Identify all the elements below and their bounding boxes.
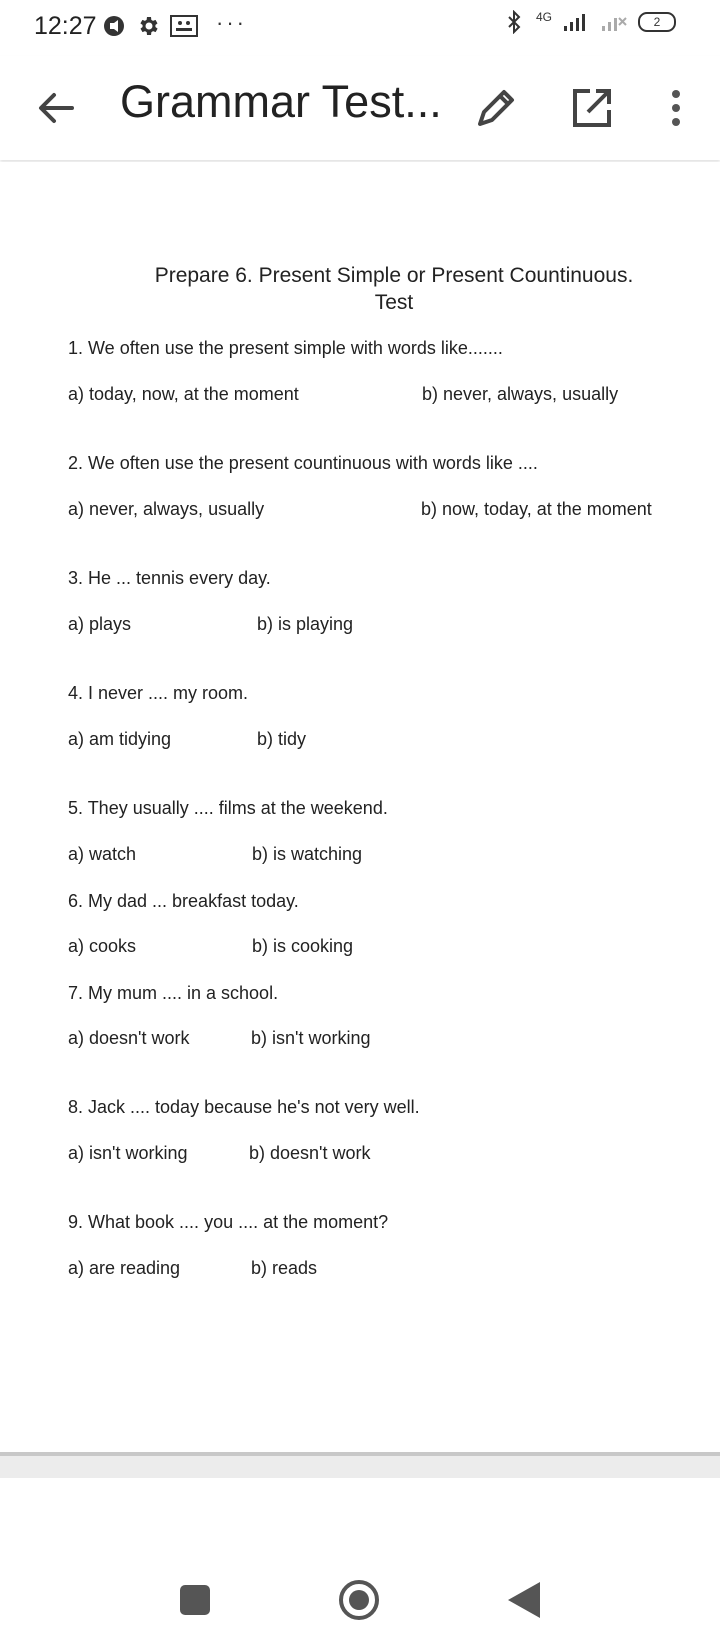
network-type: 4G (535, 10, 552, 24)
recent-apps-icon[interactable] (180, 1585, 210, 1615)
battery-icon: 2 (638, 12, 676, 32)
question-3: 3. He ... tennis every day. (68, 568, 271, 588)
status-time: 12:27 (34, 12, 97, 40)
notification-icon (102, 14, 126, 38)
question-1-option-a: a) today, now, at the moment (68, 384, 299, 404)
question-2-option-a: a) never, always, usually (68, 499, 265, 519)
document-page (0, 162, 720, 1452)
home-icon[interactable] (338, 1579, 380, 1621)
question-1: 1. We often use the present simple with words like....... (68, 338, 503, 358)
gallery-icon (170, 14, 198, 38)
signal-no-service-icon (600, 12, 628, 32)
app-bar (0, 56, 720, 160)
open-in-new-icon[interactable] (566, 82, 618, 134)
gear-icon (136, 14, 160, 38)
question-7-option-a: a) doesn't work (68, 1028, 190, 1048)
question-6: 6. My dad ... breakfast today. (68, 891, 299, 911)
nav-back-icon[interactable] (508, 1582, 540, 1618)
question-9-option-a: a) are reading (68, 1258, 181, 1278)
page-gap (0, 1456, 720, 1478)
question-3-option-a: a) plays (68, 614, 132, 634)
question-8-option-a: a) isn't working (68, 1143, 188, 1163)
question-2: 2. We often use the present countinuous with words like .... (68, 453, 538, 473)
document-title (0, 262, 720, 316)
question-9: 9. What book .... you .... at the moment? (68, 1212, 389, 1232)
more-notifications-icon: ··· (216, 10, 247, 35)
question-6-option-b: b) is cooking (252, 936, 354, 956)
question-5-option-a: a) watch (68, 844, 137, 864)
pencil-icon[interactable] (470, 82, 522, 134)
page-title: Grammar Test... (120, 76, 442, 127)
document-title-line1: Prepare 6. Present Simple or Present Countinuous. (154, 264, 634, 287)
question-1-option-b: b) never, always, usually (422, 384, 619, 404)
arrow-back-icon[interactable] (30, 82, 82, 134)
question-6-option-a: a) cooks (68, 936, 137, 956)
question-3-option-b: b) is playing (257, 614, 354, 634)
signal-icon (562, 12, 590, 32)
question-9-option-b: b) reads (251, 1258, 318, 1278)
question-5-option-b: b) is watching (252, 844, 363, 864)
question-8: 8. Jack .... today because he's not very well. (68, 1097, 420, 1117)
bluetooth-icon (502, 10, 526, 34)
question-7-option-b: b) isn't working (251, 1028, 371, 1048)
more-vert-icon[interactable] (656, 82, 696, 134)
question-4: 4. I never .... my room. (68, 683, 249, 703)
document-title-line2: Test (374, 291, 414, 314)
question-2-option-b: b) now, today, at the moment (421, 499, 652, 519)
question-8-option-b: b) doesn't work (249, 1143, 371, 1163)
question-7: 7. My mum .... in a school. (68, 983, 279, 1003)
question-4-option-a: a) am tidying (68, 729, 172, 749)
status-bar (0, 0, 720, 56)
question-4-option-b: b) tidy (257, 729, 307, 749)
question-5: 5. They usually .... films at the weekend. (68, 798, 388, 818)
system-nav-bar (0, 1560, 720, 1650)
